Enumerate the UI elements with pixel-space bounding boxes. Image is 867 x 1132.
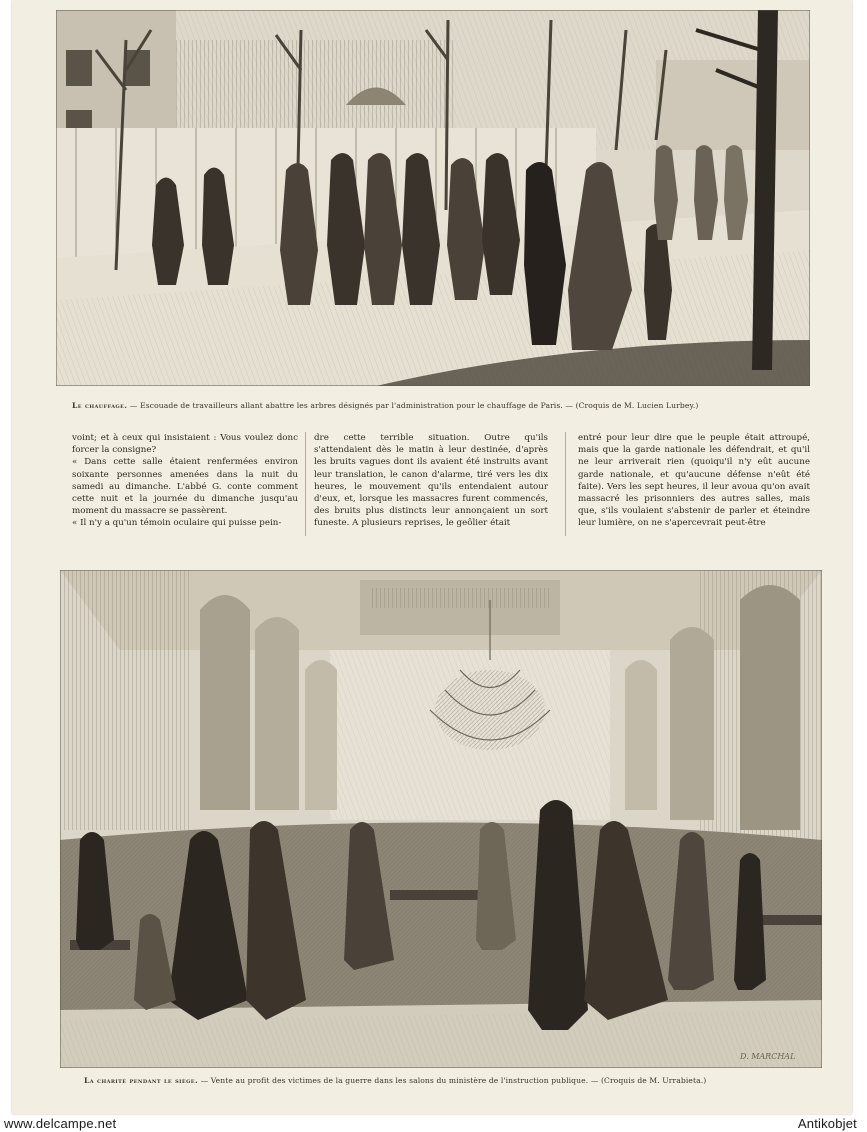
top-caption-lead: Le chauffage.	[72, 401, 128, 410]
column-divider	[305, 432, 306, 536]
watermark-right: Antikobjet	[797, 1116, 857, 1131]
charity-hall-drawing	[60, 570, 822, 1068]
article-paragraph: dre cette terrible situation. Outre qu'ils s'attendaient dès le matin à leur destinée, d'après les bruits vagues dont ils avaient été instruits avant leur translation, le canon d'alarme, tiré vers les dix heures, le mouvement qu'ils entendaient autour d'eux, et, lorsque les massacres furent commencés, des bruits plus distincts leur annonçaient un sort funeste. A plusieurs reprises, le geôlier était	[314, 433, 548, 529]
article-column-3	[578, 432, 810, 530]
top-caption-text: — Escouade de travailleurs allant abattre les arbres désignés par l'administration pour le chauffage de Paris. — (Croquis de M. Lucien Lurbey.)	[127, 401, 699, 410]
article-paragraph: voint; et à ceux qui insistaient : Vous voulez donc forcer la consigne?	[72, 433, 298, 456]
newspaper-page	[12, 0, 852, 1114]
article-paragraph: entré pour leur dire que le peuple était attroupé, mais que la garde nationale les défendrait, et qu'il ne leur arriverait rien (quoiqu'il n'y eût aucune garde nationale, et qu'aucune défense n'eût été faite). Vers les sept heures, il leur avoua qu'on avait massacré les prisonniers des autres salles, mais que, s'ils voulaient s'abstenir de parler et éteindre leur lumière, on ne s'apercevrait peut-être	[578, 433, 810, 529]
workers-scene-drawing	[56, 10, 810, 386]
top-illustration-caption	[72, 401, 832, 411]
engraver-signature: D. MARCHAL	[740, 1052, 796, 1061]
woodcut-charity-sale-illustration	[60, 570, 822, 1068]
article-column-1	[72, 432, 298, 530]
article-paragraph: « Dans cette salle étaient renfermées environ soixante personnes amenées dans la nuit du samedi au dimanche. L'abbé G. conte comment cette nuit et la journée du dimanche jusqu'au moment du massacre se passèrent.	[72, 457, 298, 517]
bottom-caption-lead: La charité pendant le siège.	[84, 1076, 199, 1085]
article-column-2	[314, 432, 548, 530]
column-divider	[565, 432, 566, 536]
bottom-caption-text: — Vente au profit des victimes de la guerre dans les salons du ministère de l'instruction publique. — (Croquis de M. Urrabieta.)	[198, 1076, 707, 1085]
woodcut-workers-illustration	[56, 10, 810, 386]
bottom-illustration-caption	[84, 1076, 844, 1086]
watermark-left: www.delcampe.net	[4, 1116, 117, 1131]
article-paragraph: « Il n'y a qu'un témoin oculaire qui puisse pein-	[72, 518, 282, 529]
